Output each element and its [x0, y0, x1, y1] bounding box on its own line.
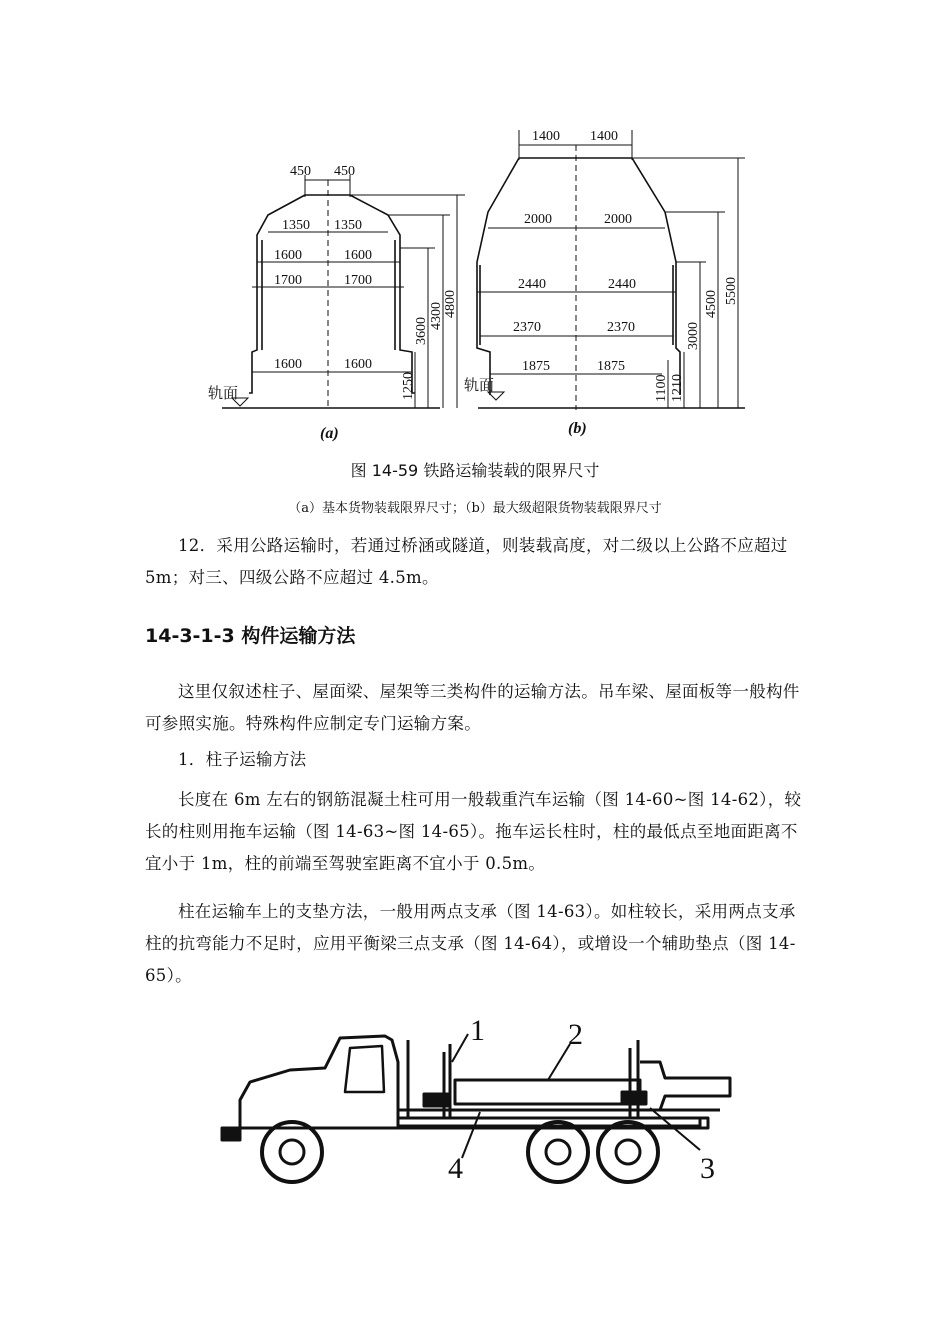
paragraph-12: 12．采用公路运输时，若通过桥涵或隧道，则装载高度，对二级以上公路不应超过 5m；对三、四级公路不应超过 4.5m。 — [145, 536, 788, 587]
paragraph-intro: 这里仅叙述柱子、屋面梁、屋架等三类构件的运输方法。吊车梁、屋面板等一般构件可参照实施。特殊构件应制定专门运输方案。 — [145, 682, 800, 733]
a-v2: 3600 — [414, 317, 429, 345]
callout-3: 3 — [700, 1152, 715, 1185]
b-v3: 3000 — [686, 322, 701, 350]
rear-wheel-2 — [598, 1122, 658, 1182]
a-rail-label: 轨面 — [208, 384, 239, 402]
callout-2: 2 — [568, 1018, 583, 1051]
a-top-right: 450 — [334, 164, 355, 179]
b-r1-left: 2000 — [524, 212, 552, 227]
a-r3-left: 1700 — [274, 273, 302, 288]
figure-caption-subtitle: （a）基本货物装载限界尺寸；（b）最大级超限货物装载限界尺寸 — [288, 501, 662, 516]
b-v1: 1100 — [654, 374, 669, 402]
list-item-1: 1．柱子运输方法 — [178, 750, 307, 769]
truck-cab — [240, 1036, 398, 1128]
rear-wheel-1 — [528, 1122, 588, 1182]
b-r1-right: 2000 — [604, 212, 632, 227]
a-v3: 4300 — [429, 302, 444, 330]
figure-caption-title: 图 14-59 铁路运输装载的限界尺寸 — [350, 461, 600, 480]
b-r4-left: 1875 — [522, 359, 550, 374]
b-top-left: 1400 — [532, 129, 560, 144]
a-r2-right: 1600 — [344, 248, 372, 263]
a-v4: 4800 — [443, 290, 458, 318]
b-v4: 4500 — [704, 290, 719, 318]
b-r2-left: 2440 — [518, 277, 546, 292]
paragraph-length: 长度在 6m 左右的钢筋混凝土柱可用一般载重汽车运输（图 14-60~图 14-62），较长的柱则用拖车运输（图 14-63~图 14-65）。拖车运长柱时，柱的最低点至地面距离不宜小于 1m，柱的前端至驾驶室距离不宜小于 0.5m。 — [145, 790, 802, 873]
a-v1: 1250 — [401, 372, 416, 400]
b-v5: 5500 — [724, 277, 739, 305]
loading-gauge-figure — [0, 0, 950, 450]
a-r1-right: 1350 — [334, 218, 362, 233]
section-heading: 14-3-1-3 构件运输方法 — [145, 625, 356, 647]
b-v2: 1210 — [670, 374, 685, 402]
b-r3-left: 2370 — [513, 320, 541, 335]
b-r3-right: 2370 — [607, 320, 635, 335]
truck-figure — [0, 1000, 950, 1200]
callout-1: 1 — [470, 1014, 485, 1047]
a-r4-right: 1600 — [344, 357, 372, 372]
a-top-left: 450 — [290, 164, 311, 179]
callout-4: 4 — [448, 1152, 463, 1185]
b-r4-right: 1875 — [597, 359, 625, 374]
a-sub-label: (a) — [320, 425, 339, 442]
b-r2-right: 2440 — [608, 277, 636, 292]
b-sub-label: (b) — [568, 420, 587, 437]
b-top-right: 1400 — [590, 129, 618, 144]
a-r1-left: 1350 — [282, 218, 310, 233]
front-wheel — [262, 1122, 322, 1182]
paragraph-support: 柱在运输车上的支垫方法，一般用两点支承（图 14-63）。如柱较长，采用两点支承柱的抗弯能力不足时，应用平衡梁三点支承（图 14-64），或增设一个辅助垫点（图 14-65）。 — [145, 902, 796, 985]
a-r4-left: 1600 — [274, 357, 302, 372]
a-r3-right: 1700 — [344, 273, 372, 288]
a-r2-left: 1600 — [274, 248, 302, 263]
column-component — [455, 1080, 640, 1104]
gauge-b-outline — [477, 158, 680, 395]
b-rail-label: 轨面 — [464, 376, 495, 394]
